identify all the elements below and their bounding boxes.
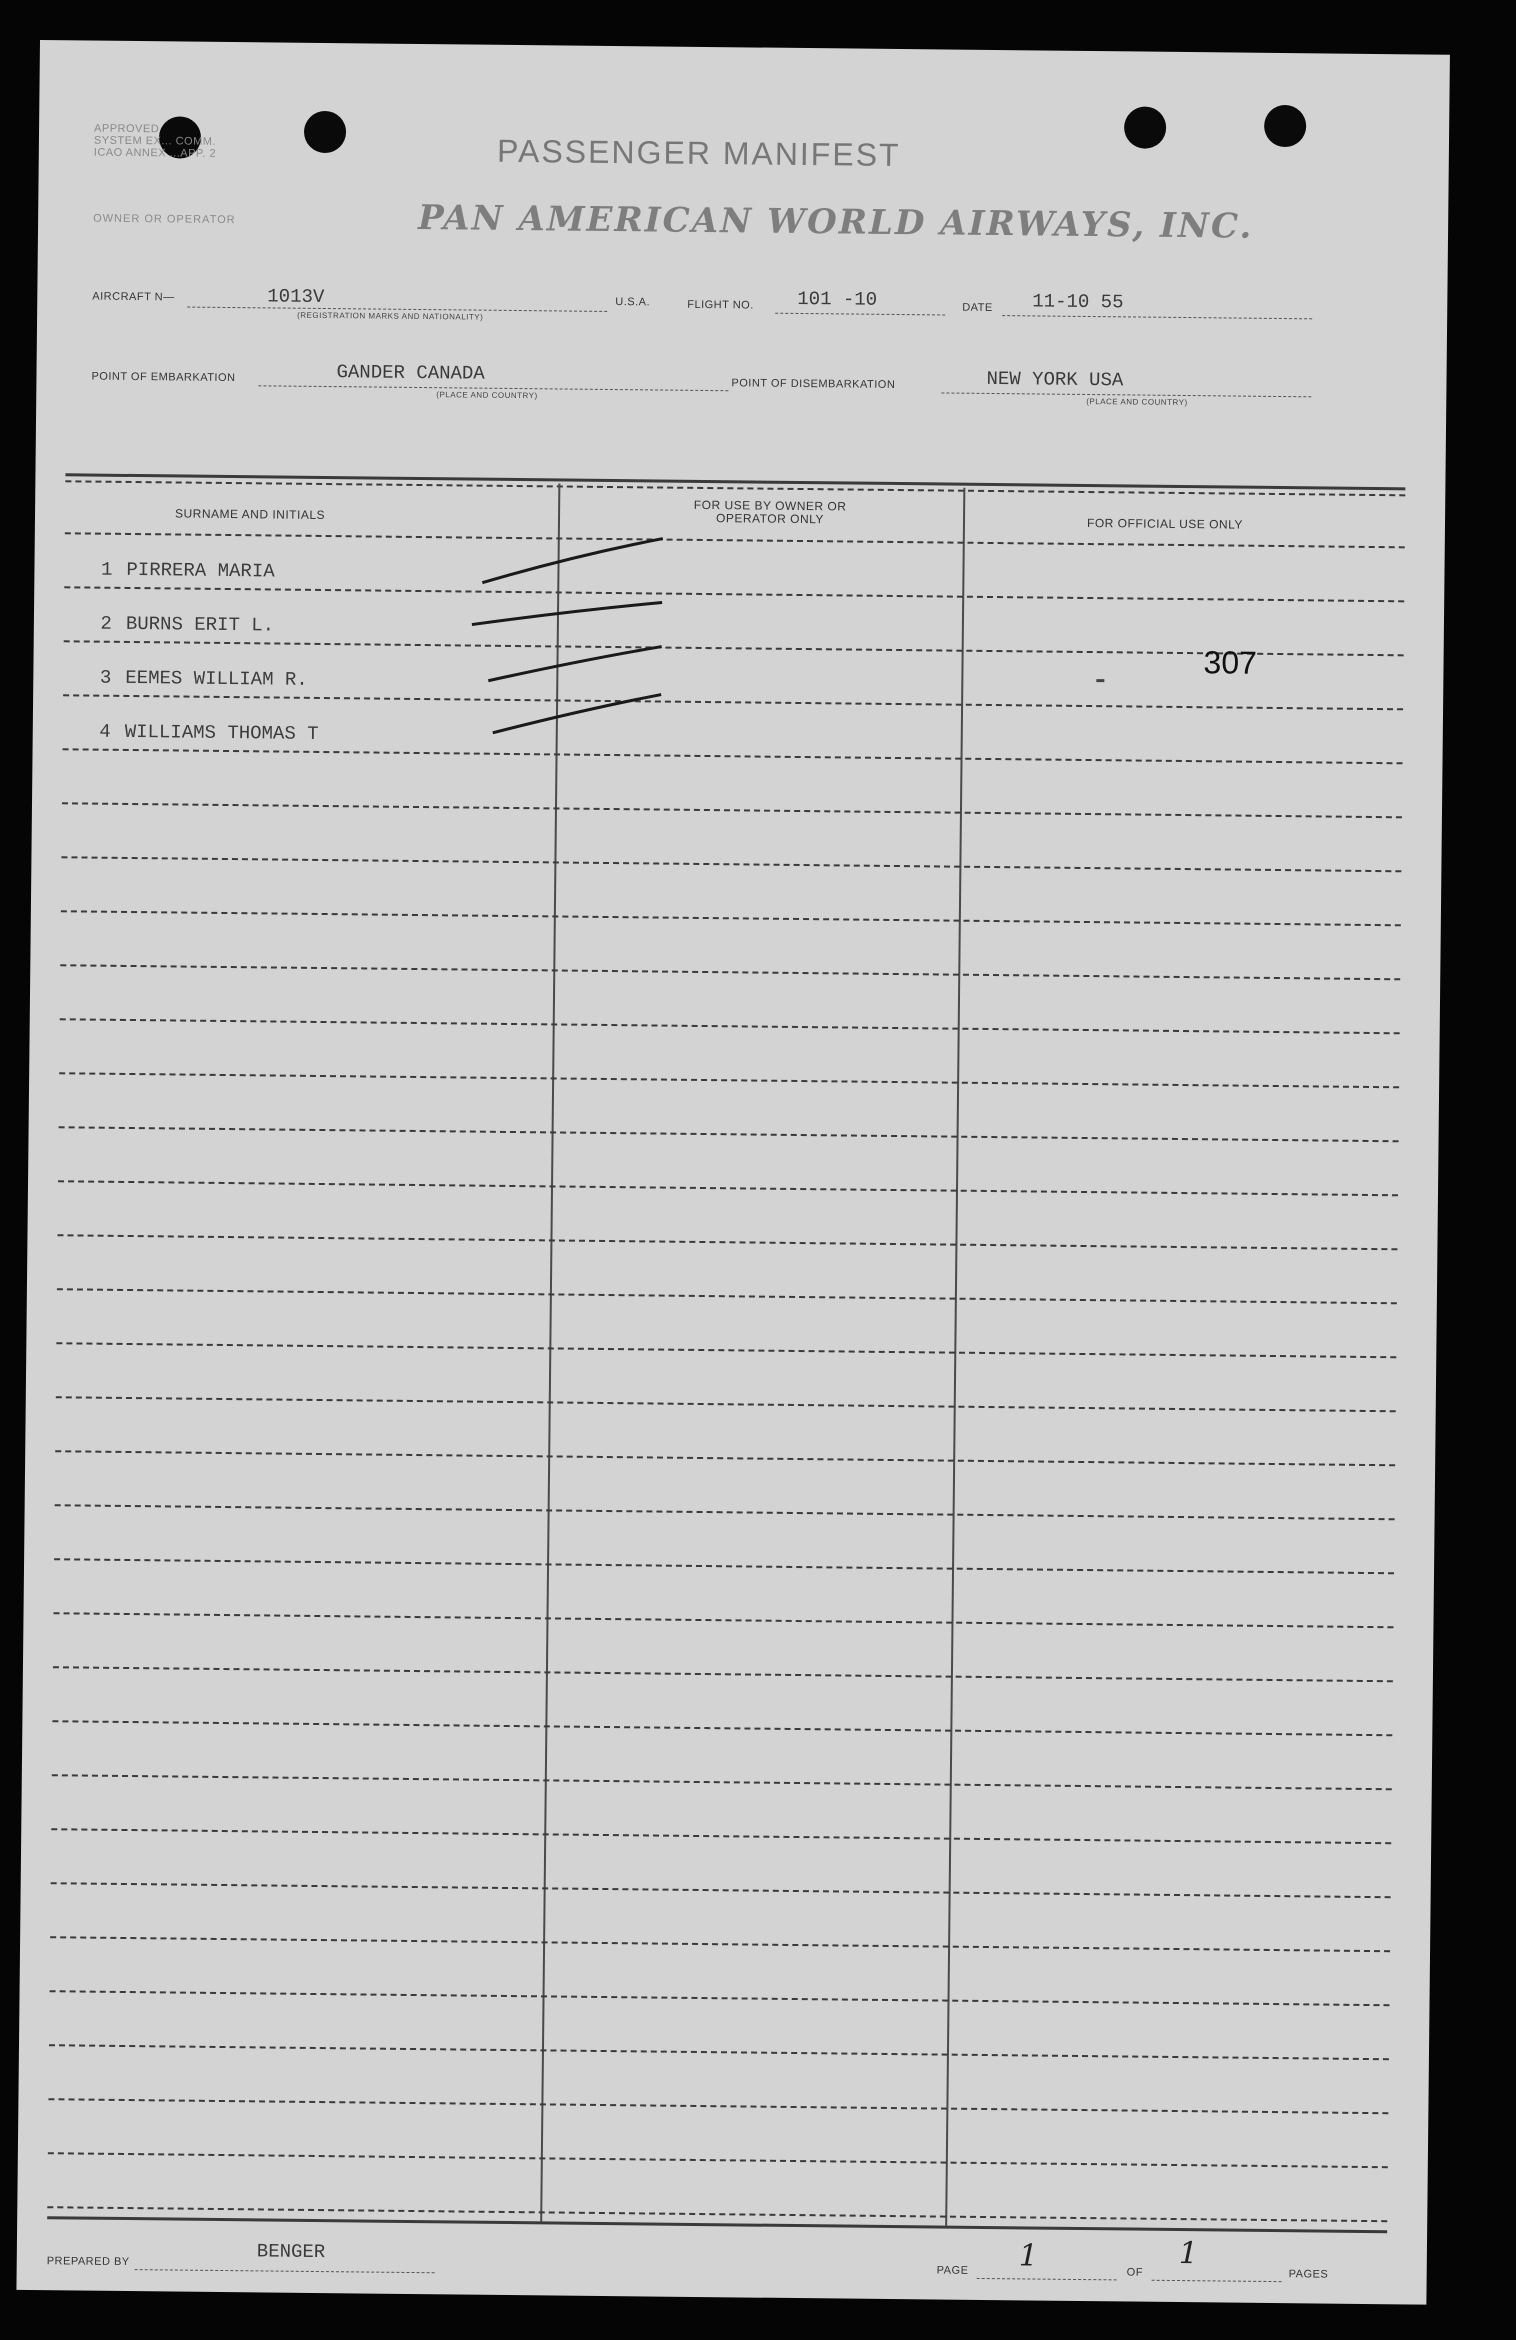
passenger-number: 3 [99, 666, 112, 689]
date-value: 11-10 55 [1032, 290, 1124, 314]
country-label: U.S.A. [615, 296, 651, 309]
pen-stroke [488, 645, 661, 683]
column-header-surname: SURNAME AND INITIALS [174, 506, 326, 523]
aircraft-sublabel: (REGISTRATION MARKS AND NATIONALITY) [297, 310, 484, 322]
disembarkation-value: NEW YORK USA [986, 367, 1124, 392]
passenger-name: EEMES WILLIAM R. [125, 666, 308, 691]
disembarkation-sublabel: (PLACE AND COUNTRY) [1086, 396, 1188, 408]
passenger-number: 1 [100, 558, 113, 581]
pen-strokes [16, 40, 1449, 2305]
owner-label: OWNER OR OPERATOR [93, 212, 236, 227]
pen-stroke [493, 693, 661, 735]
airline-name: PAN AMERICAN WORLD AIRWAYS, INC. [417, 197, 1254, 247]
aircraft-value: 1013V [267, 285, 325, 308]
passenger-name: PIRRERA MARIA [126, 558, 275, 583]
aircraft-label: AIRCRAFT N— [92, 290, 175, 304]
passenger-number: 2 [100, 612, 113, 635]
passenger-name: WILLIAMS THOMAS T [124, 720, 319, 745]
prepared-by-value: BENGER [256, 2240, 326, 2264]
of-label: OF [1126, 2266, 1144, 2279]
official-note: 307 [1203, 644, 1258, 681]
passenger-name: BURNS ERIT L. [125, 612, 275, 637]
date-label: DATE [962, 301, 993, 314]
embarkation-value: GANDER CANADA [336, 361, 485, 385]
column-header-owner-use: FOR USE BY OWNER OR OPERATOR ONLY [693, 497, 847, 527]
passenger-number: 4 [99, 720, 111, 743]
approval-line: APPROVED [94, 122, 160, 136]
of-value: 1 [1178, 2236, 1199, 2272]
page-value: 1 [1018, 2238, 1039, 2274]
flight-label: FLIGHT NO. [687, 298, 754, 312]
embarkation-sublabel: (PLACE AND COUNTRY) [436, 390, 538, 401]
flight-value: 101 -10 [797, 287, 878, 311]
approval-line: SYSTEM EX... COMM. [93, 134, 217, 148]
embarkation-label: POINT OF EMBARKATION [91, 370, 236, 385]
column-header-official-use: FOR OFFICIAL USE ONLY [1086, 515, 1243, 532]
form-title: PASSENGER MANIFEST [496, 132, 901, 174]
page-label: PAGE [936, 2264, 969, 2277]
official-mark [1096, 679, 1104, 682]
disembarkation-label: POINT OF DISEMBARKATION [731, 377, 896, 391]
pen-stroke [482, 537, 662, 585]
approval-line: ICAO ANNEX ...APP. 2 [93, 146, 217, 160]
pages-label: PAGES [1288, 2268, 1329, 2281]
manifest-sheet [16, 40, 1449, 2305]
pen-stroke [472, 601, 662, 627]
prepared-by-label: PREPARED BY [46, 2255, 130, 2269]
